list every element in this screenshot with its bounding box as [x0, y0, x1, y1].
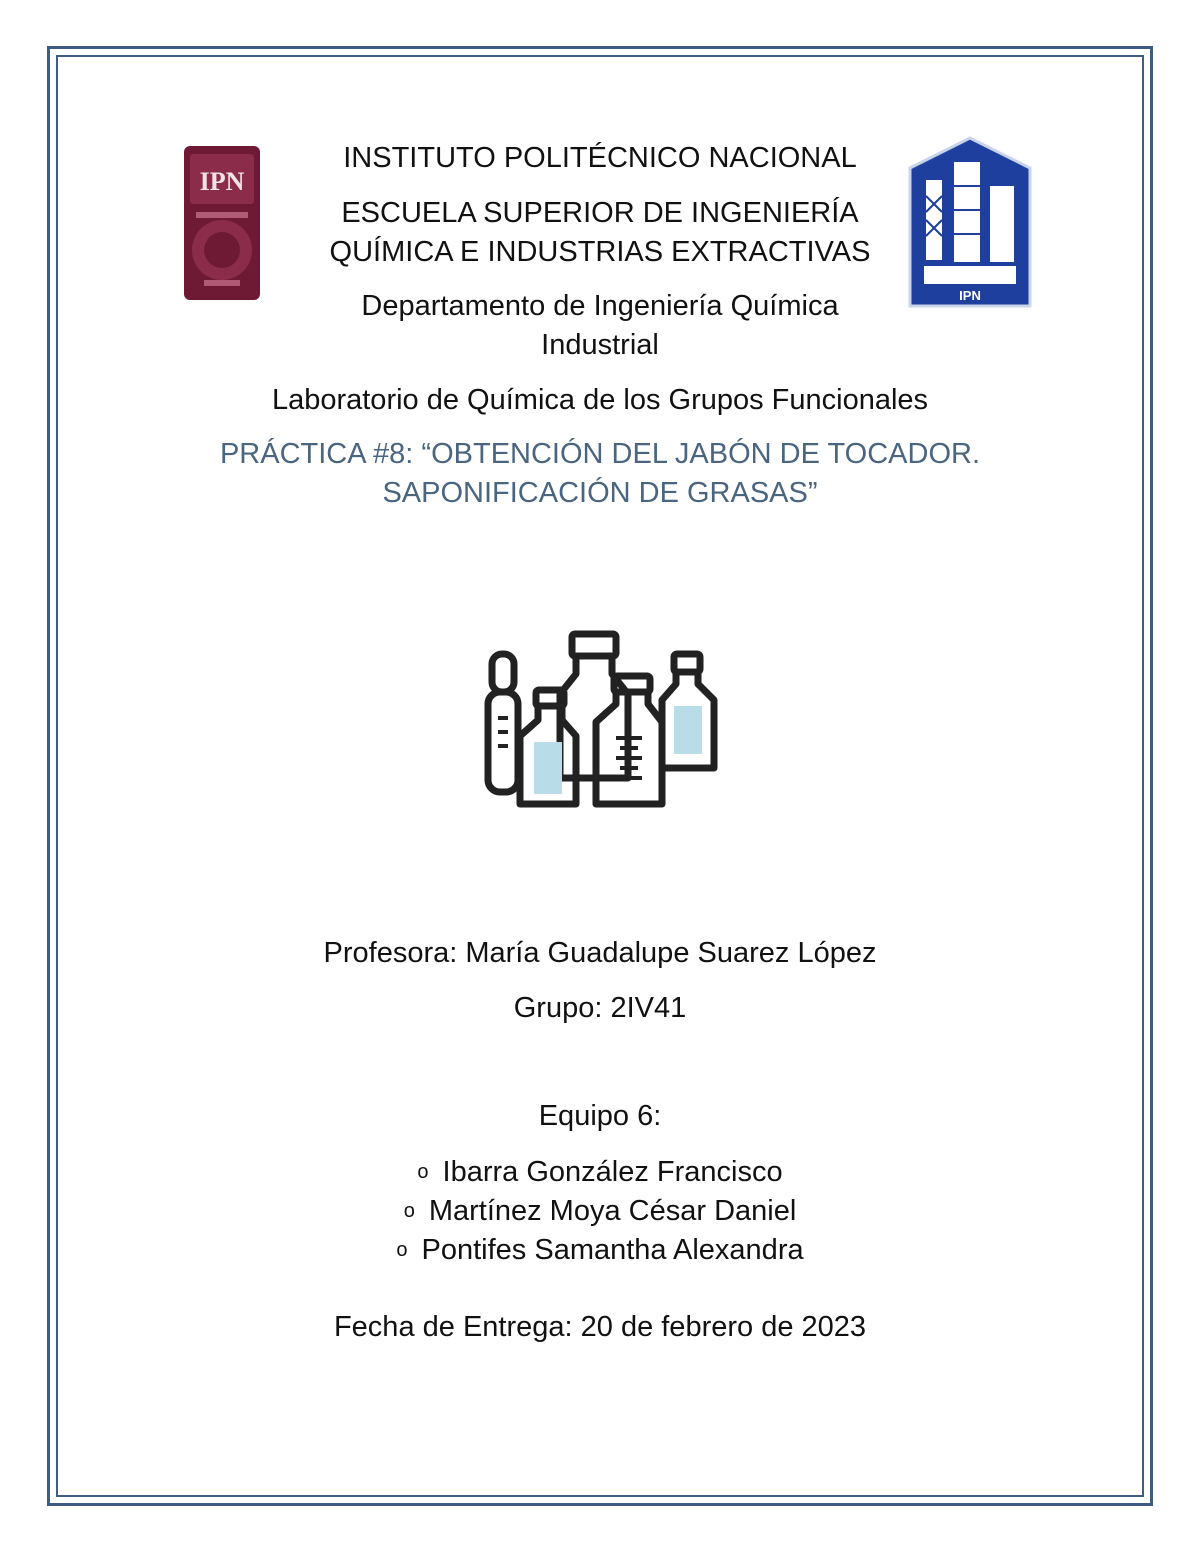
bullet-marker: o [417, 1161, 429, 1183]
team-member-name: Martínez Moya César Daniel [428, 1195, 797, 1227]
esiqie-shield-text: IPN [959, 288, 981, 303]
team-members-list [0, 1153, 1200, 1270]
group-label: Grupo: 2IV41 [513, 992, 687, 1024]
team-member-name: Ibarra González Francisco [442, 1156, 783, 1188]
practice-title-line2: SAPONIFICACIÓN DE GRASAS” [382, 477, 818, 509]
list-item [0, 1231, 1200, 1270]
professor-name: Profesora: María Guadalupe Suarez López [323, 937, 877, 969]
school-name-line1: ESCUELA SUPERIOR DE INGENIERÍA [341, 197, 859, 229]
bullet-marker: o [403, 1200, 415, 1222]
practice-title-line1: PRÁCTICA #8: “OBTENCIÓN DEL JABÓN DE TOCADOR. [219, 438, 981, 470]
laboratory-name: Laboratorio de Química de los Grupos Funcionales [271, 384, 929, 416]
list-item [0, 1192, 1200, 1231]
lab-bottles-icon [480, 628, 720, 812]
team-member-name: Pontifes Samantha Alexandra [421, 1234, 804, 1266]
team-label: Equipo 6: [538, 1100, 662, 1132]
due-date: Fecha de Entrega: 20 de febrero de 2023 [333, 1311, 867, 1343]
list-item [0, 1153, 1200, 1192]
school-name-line2: QUÍMICA E INDUSTRIAS EXTRACTIVAS [329, 236, 871, 268]
department-line2: Industrial [541, 329, 659, 361]
ipn-seal-text: IPN [199, 167, 245, 196]
department-line1: Departamento de Ingeniería Química [361, 290, 839, 322]
bullet-marker: o [396, 1239, 408, 1261]
institution-name: INSTITUTO POLITÉCNICO NACIONAL [343, 142, 857, 174]
